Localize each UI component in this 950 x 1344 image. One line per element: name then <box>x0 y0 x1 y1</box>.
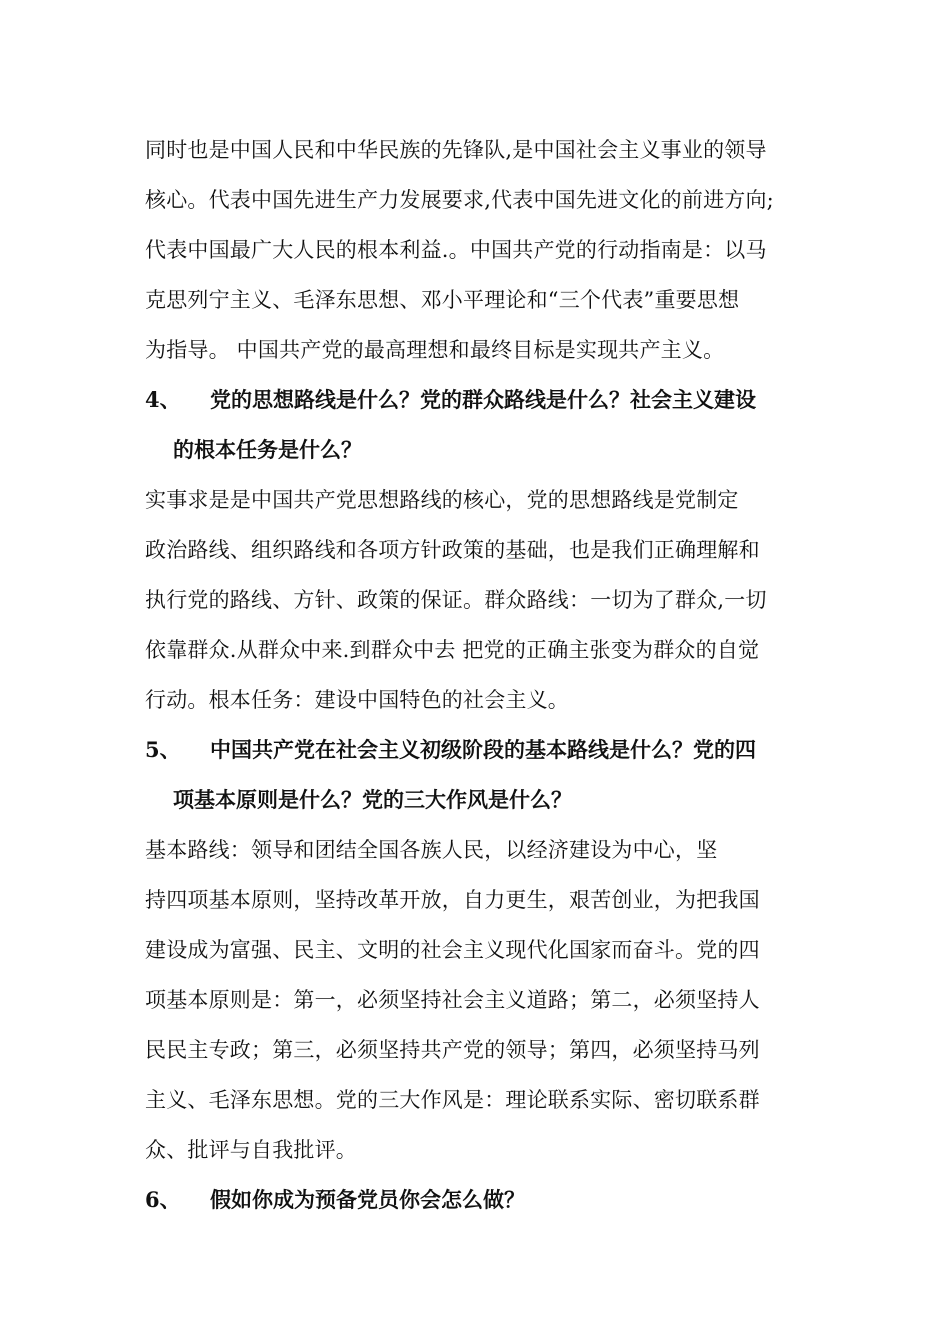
answer-4-line-3: 执行党的路线、方针、政策的保证。群众路线：一切为了群众,一切 <box>145 588 767 612</box>
question-5-heading: 中国共产党在社会主义初级阶段的基本路线是什么？党的四 <box>210 737 756 762</box>
answer-4-line-2: 政治路线、组织路线和各项方针政策的基础，也是我们正确理解和 <box>145 538 760 562</box>
answer-5-line-4: 项基本原则是：第一，必须坚持社会主义道路；第二，必须坚持人 <box>145 988 760 1012</box>
question-5-heading-cont: 项基本原则是什么？党的三大作风是什么？ <box>173 787 572 812</box>
answer-5-line-2: 持四项基本原则，坚持改革开放，自力更生，艰苦创业，为把我国 <box>145 888 760 912</box>
question-5-number: 5、 <box>145 737 181 762</box>
intro-line-4: 克思列宁主义、毛泽东思想、邓小平理论和“三个代表”重要思想 <box>145 288 740 312</box>
answer-4-line-1: 实事求是是中国共产党思想路线的核心，党的思想路线是党制定 <box>145 488 739 512</box>
question-6-number: 6、 <box>145 1187 181 1212</box>
answer-4-line-5: 行动。根本任务：建设中国特色的社会主义。 <box>145 688 569 712</box>
answer-5-line-6: 主义、毛泽东思想。党的三大作风是：理论联系实际、密切联系群 <box>145 1088 760 1112</box>
answer-5-line-5: 民民主专政；第三，必须坚持共产党的领导；第四，必须坚持马列 <box>145 1038 760 1062</box>
question-4-heading: 党的思想路线是什么？党的群众路线是什么？社会主义建设 <box>210 387 756 412</box>
intro-line-2: 核心。代表中国先进生产力发展要求,代表中国先进文化的前进方向; <box>145 188 774 212</box>
question-6-heading: 假如你成为预备党员你会怎么做？ <box>210 1187 525 1212</box>
intro-line-3: 代表中国最广大人民的根本利益.。中国共产党的行动指南是：以马 <box>145 238 767 262</box>
answer-5-line-1: 基本路线：领导和团结全国各族人民，以经济建设为中心，坚 <box>145 838 718 862</box>
answer-5-line-7: 众、批评与自我批评。 <box>145 1138 357 1162</box>
intro-line-1: 同时也是中国人民和中华民族的先锋队,是中国社会主义事业的领导 <box>145 138 767 162</box>
answer-4-line-4: 依靠群众.从群众中来.到群众中去 把党的正确主张变为群众的自觉 <box>145 638 760 662</box>
answer-5-line-3: 建设成为富强、民主、文明的社会主义现代化国家而奋斗。党的四 <box>145 938 760 962</box>
question-4-heading-cont: 的根本任务是什么？ <box>173 437 362 462</box>
question-4-number: 4、 <box>145 387 181 412</box>
intro-line-5: 为指导。 中国共产党的最高理想和最终目标是实现共产主义。 <box>145 338 725 362</box>
